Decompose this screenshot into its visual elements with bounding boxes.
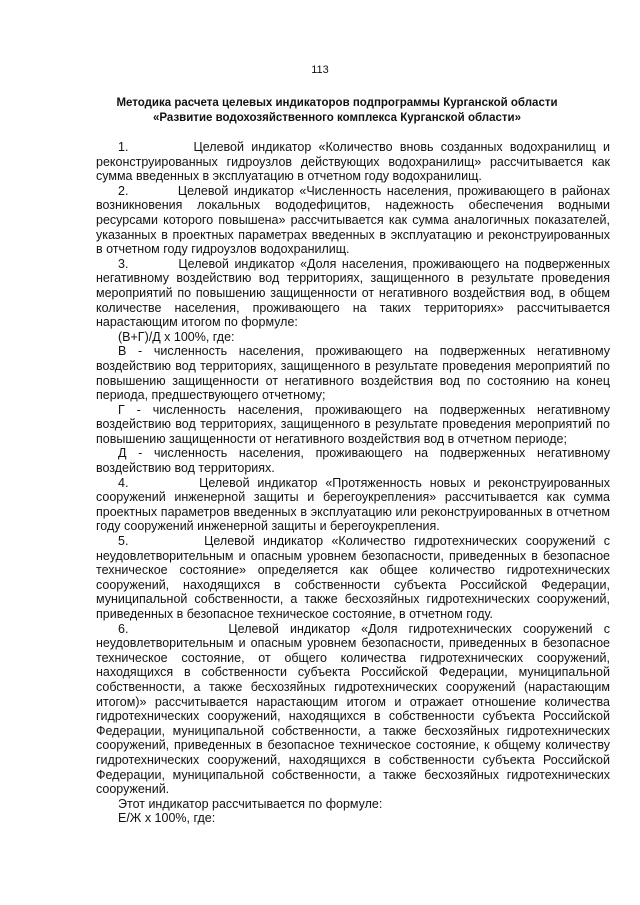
heading-line-2: «Развитие водохозяйственного комплекса Курганской области» xyxy=(153,112,521,124)
formula-intro: Этот индикатор рассчитывается по формуле: xyxy=(118,796,383,811)
formula-1: (В+Г)/Д х 100%, где: xyxy=(118,329,235,344)
document-heading xyxy=(96,96,578,126)
page-number: 113 xyxy=(311,64,329,76)
paragraph-indicator-1: 1. Целевой индикатор «Количество вновь созданных водохранилищ и реконструированных гидроузлов действующих водохранилищ» рассчитывается как сумма введенных в эксплуатацию в отчетном году водохранилищ. xyxy=(96,140,610,184)
paragraph-indicator-4: 4. Целевой индикатор «Протяженность новых и реконструированных сооружений инженерной защиты и берегоукрепления» рассчитывается как сумма проектных параметров введенных в эксплуатацию или реконструированных в отчетном году сооружений инженерной защиты и берегоукрепления. xyxy=(96,475,610,534)
document-body xyxy=(96,140,610,826)
formula-2: Е/Ж х 100%, где: xyxy=(118,811,216,826)
definition-g: Г - численность населения, проживающего на подверженных негативному воздействию вод территориях, защищенного в результате проведения мероприятий по повышению защищенности от негативного воздействия вод в отчетном периоде; xyxy=(96,402,610,446)
paragraph-indicator-6: 6. Целевой индикатор «Доля гидротехнических сооружений с неудовлетворительным и опасным уровнем безопасности, приведенных в безопасное техническое состояние, от общего количества гидротехнических сооружений, находящихся в собственности субъекта Российской Федерации, муниципальной собственности, а также бесхозяйных гидротехнических сооружений (нарастающим итогом)» рассчитывается нарастающим итогом и отражает отношение количества гидротехнических сооружений, находящихся в собственности субъекта Российской Федерации, муниципальной собственности, а также бесхозяйных гидротехнических сооружений, приведенных в безопасное техническое состояние, к общему количеству гидротехнических сооружений, находящихся в собственности субъекта Российской Федерации, муниципальной собственности, а также бесхозяйных гидротехнических сооружений. xyxy=(96,621,610,797)
heading-line-1: Методика расчета целевых индикаторов подпрограммы Курганской области xyxy=(116,97,558,109)
paragraph-indicator-5: 5. Целевой индикатор «Количество гидротехнических сооружений с неудовлетворительным и опасным уровнем безопасности, приведенных в безопасное техническое состояние» определяется как общее количество гидротехнических сооружений, находящихся в собственности субъекта Российской Федерации, муниципальной собственности, а также бесхозяйных гидротехнических сооружений, приведенных в безопасное техническое состояние, в отчетном году. xyxy=(96,534,610,621)
definition-d: Д - численность населения, проживающего на подверженных негативному воздействию вод территориях. xyxy=(96,446,610,476)
paragraph-indicator-2: 2. Целевой индикатор «Численность населения, проживающего в районах возникновения локальных вододефицитов, надежность обеспечения водными ресурсами которого повышена» рассчитывается как сумма аналогичных показателей, указанных в проектных параметрах введенных в эксплуатацию и реконструированных в отчетном году гидроузлов водохранилищ. xyxy=(96,183,610,257)
paragraph-indicator-3: 3. Целевой индикатор «Доля населения, проживающего на подверженных негативному воздействию вод территориях, защищенного в результате проведения мероприятий по повышению защищенности от негативного воздействия вод, в общем количестве населения, проживающего на таких территориях» рассчитывается нарастающим итогом по формуле: xyxy=(96,256,610,330)
definition-v: В - численность населения, проживающего на подверженных негативному воздействию вод территориях, защищенного в результате проведения мероприятий по повышению защищенности от негативного воздействия вод по состоянию на конец периода, предшествующего отчетному; xyxy=(96,344,610,403)
